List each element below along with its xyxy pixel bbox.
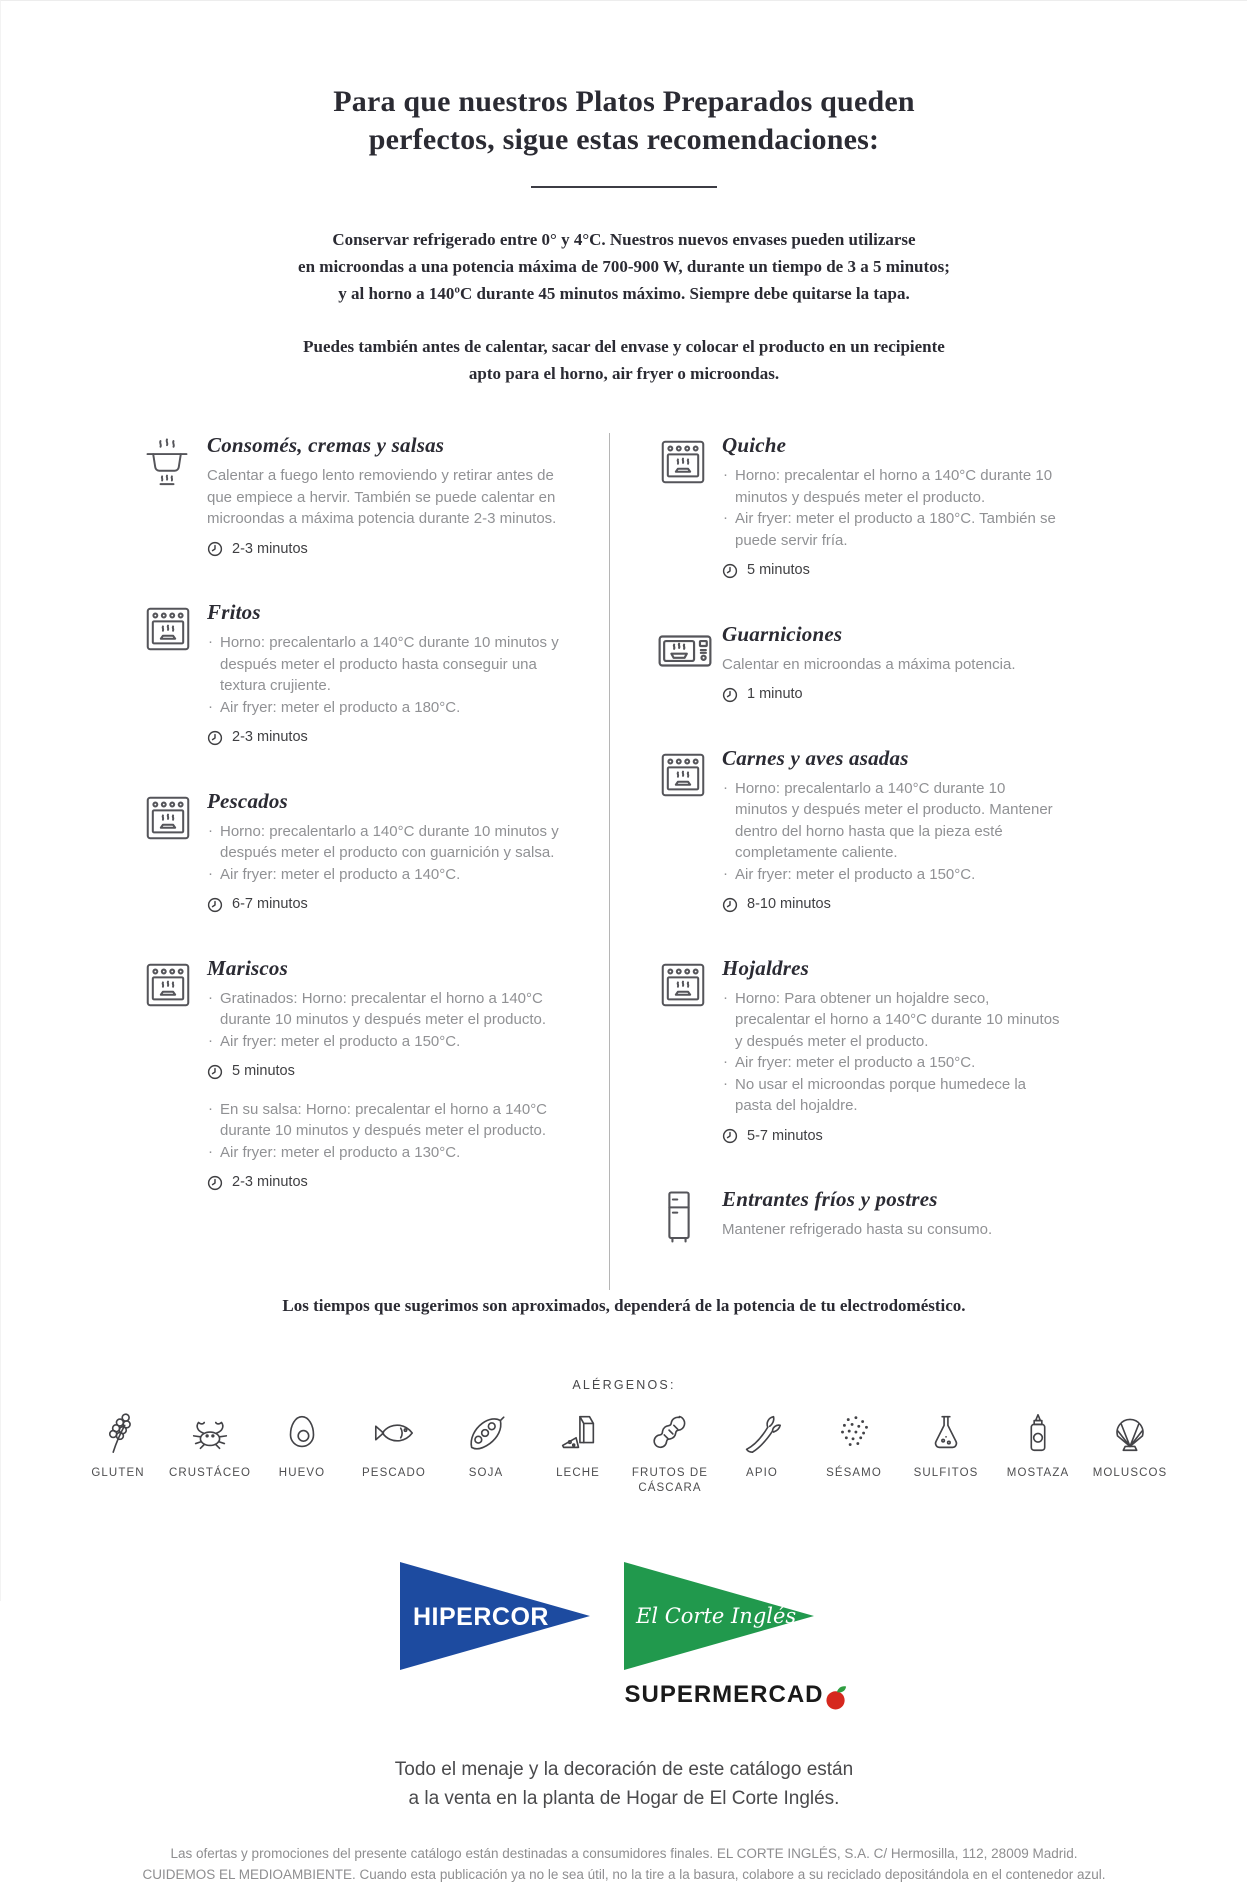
section-body xyxy=(207,465,579,560)
frutos-de-cascara-icon xyxy=(647,1410,693,1456)
section-icon-wrap xyxy=(141,956,207,1194)
section-body xyxy=(722,465,1062,582)
allergens-row xyxy=(1,1410,1247,1496)
title-divider xyxy=(531,186,717,188)
el-corte-ingles-logo xyxy=(624,1560,814,1672)
instruction-line: · Horno: precalentarlo a 140°C durante 10 minutos y después meter el producto con guarnición y salsa. xyxy=(207,821,579,864)
allergen-item xyxy=(167,1410,253,1481)
sulfitos-icon xyxy=(923,1410,969,1456)
instruction-block xyxy=(207,988,579,1083)
clock-icon xyxy=(722,1128,738,1144)
pot-icon xyxy=(141,435,193,491)
section-title: Entrantes fríos y postres xyxy=(722,1187,938,1211)
instruction-block xyxy=(722,778,1062,916)
allergen-item xyxy=(443,1410,529,1481)
instruction-line: · No usar el microondas porque humedece la pasta del hojaldre. xyxy=(722,1074,1062,1117)
time-row xyxy=(722,1126,1062,1148)
fridge-icon xyxy=(658,1189,700,1245)
allergens-label: ALÉRGENOS: xyxy=(572,1378,676,1392)
allergen-item xyxy=(75,1410,161,1481)
allergen-label: CRUSTÁCEO xyxy=(168,1467,252,1479)
section-content xyxy=(207,789,579,916)
section-title: Hojaldres xyxy=(722,955,809,980)
section-icon-wrap xyxy=(141,600,207,749)
time-row xyxy=(207,894,579,916)
instruction-block xyxy=(722,654,1015,706)
menaje-line-1: Todo el menaje y la decoración de este catálogo están xyxy=(394,1759,854,1780)
intro1-line-2: en microondas a una potencia máxima de 700-900 W, durante un tiempo de 3 a 5 minutos; xyxy=(298,257,950,276)
hipercor-logo xyxy=(400,1560,590,1672)
allergen-item xyxy=(1087,1410,1173,1481)
section-content xyxy=(207,956,579,1194)
instruction-line: · Air fryer: meter el producto a 150°C. xyxy=(722,1052,1062,1074)
allergen-label: SÉSAMO xyxy=(826,1467,882,1479)
intro-paragraph-2 xyxy=(1,333,1247,387)
intro2-line-2: apto para el horno, air fryer o microondas. xyxy=(468,364,780,383)
legal-fine-print xyxy=(1,1843,1247,1885)
instruction-line: · Air fryer: meter el producto a 180°C. xyxy=(207,697,579,719)
allergen-label: LECHE xyxy=(556,1467,600,1479)
title-line-1: Para que nuestros Platos Preparados queden xyxy=(333,85,915,118)
allergen-label: MOSTAZA xyxy=(1006,1467,1070,1479)
allergen-label: HUEVO xyxy=(278,1467,326,1479)
legal-line-2: CUIDEMOS EL MEDIOAMBIENTE. Cuando esta publicación ya no le sea útil, no la tire a la basura, colabore a su reciclado depositándola en el contenedor azul. xyxy=(142,1867,1106,1882)
apple-o-icon xyxy=(825,1683,848,1711)
oven-icon xyxy=(141,602,195,656)
instruction-line: · Air fryer: meter el producto a 150°C. xyxy=(207,1031,579,1053)
section-icon-wrap xyxy=(656,746,722,916)
time-value: 2-3 minutos xyxy=(232,1174,308,1190)
section-body xyxy=(207,988,579,1194)
clock-icon xyxy=(207,897,223,913)
time-value: 6-7 minutos xyxy=(232,896,308,912)
time-row xyxy=(207,727,579,749)
section-title: Pescados xyxy=(207,788,288,813)
instruction-block xyxy=(722,1219,992,1241)
section-title: Quiche xyxy=(722,433,787,457)
section-body xyxy=(722,1219,992,1241)
el-corte-ingles-wordmark: El Corte Inglés xyxy=(636,1604,797,1628)
instruction-line: · Gratinados: Horno: precalentar el horno a 140°C durante 10 minutos y después meter el producto. xyxy=(207,988,579,1031)
hipercor-wordmark: HIPERCOR xyxy=(413,1603,550,1631)
allergen-item xyxy=(811,1410,897,1481)
section-body xyxy=(722,778,1062,916)
section-content xyxy=(722,1187,992,1250)
recommendation-section xyxy=(141,600,609,749)
huevo-icon xyxy=(279,1410,325,1456)
section-content xyxy=(722,746,1062,916)
el-corte-ingles-block xyxy=(624,1560,847,1709)
title-line-2: perfectos, sigue estas recomendaciones: xyxy=(368,123,880,156)
instruction-line: · En su salsa: Horno: precalentar el horno a 140°C durante 10 minutos y después meter el producto. xyxy=(207,1099,579,1142)
instruction-line: · Horno: precalentarlo a 140°C durante 10 minutos y después meter el producto hasta conseguir una textura crujiente. xyxy=(207,632,579,697)
intro-paragraph-1 xyxy=(1,226,1247,307)
time-value: 5 minutos xyxy=(232,1063,295,1079)
times-note: Los tiempos que sugerimos son aproximados, dependerá de la potencia de tu electrodoméstico. xyxy=(282,1296,966,1315)
instruction-line: · Air fryer: meter el producto a 130°C. xyxy=(207,1142,579,1164)
recommendation-section xyxy=(141,956,609,1194)
allergen-label: MOLUSCOS xyxy=(1092,1467,1168,1479)
section-title: Mariscos xyxy=(207,955,288,980)
recommendation-section xyxy=(656,956,1141,1148)
instruction-block xyxy=(207,821,579,916)
allergen-item xyxy=(903,1410,989,1481)
section-body xyxy=(207,821,579,916)
right-column xyxy=(610,433,1141,1290)
soja-icon xyxy=(463,1410,509,1456)
recommendations-columns xyxy=(141,433,1141,1290)
instruction-line: · Horno: precalentar el horno a 140°C durante 10 minutos y después meter el producto. xyxy=(722,465,1062,508)
time-row xyxy=(207,1061,579,1083)
oven-icon xyxy=(656,435,710,489)
recommendation-section xyxy=(656,433,1141,582)
section-icon-wrap xyxy=(656,956,722,1148)
crustaceo-icon xyxy=(187,1410,233,1456)
time-value: 8-10 minutos xyxy=(747,896,831,912)
allergen-item xyxy=(351,1410,437,1481)
mostaza-icon xyxy=(1015,1410,1061,1456)
intro1-line-3: y al horno a 140ºC durante 45 minutos máximo. Siempre debe quitarse la tapa. xyxy=(338,284,910,303)
section-title: Carnes y aves asadas xyxy=(722,745,909,770)
menaje-line-2: a la venta en la planta de Hogar de El Corte Inglés. xyxy=(408,1788,840,1809)
allergen-label: APIO xyxy=(746,1467,778,1479)
section-content xyxy=(722,622,1015,706)
oven-icon xyxy=(141,791,195,845)
clock-icon xyxy=(722,687,738,703)
recommendation-section xyxy=(141,433,609,560)
time-value: 2-3 minutos xyxy=(232,729,308,745)
time-row xyxy=(207,1172,579,1194)
instruction-line: · Air fryer: meter el producto a 180°C. También se puede servir fría. xyxy=(722,508,1062,551)
time-row xyxy=(722,684,1015,706)
time-row xyxy=(722,560,1062,582)
clock-icon xyxy=(207,1064,223,1080)
left-column xyxy=(141,433,609,1290)
section-icon-wrap xyxy=(656,622,722,706)
section-body xyxy=(722,988,1062,1148)
section-icon-wrap xyxy=(141,433,207,560)
intro2-line-1: Puedes también antes de calentar, sacar del envase y colocar el producto en un recipiente xyxy=(303,337,945,356)
allergen-item xyxy=(259,1410,345,1481)
allergen-label: GLUTEN xyxy=(91,1467,145,1479)
instruction-block xyxy=(207,1099,579,1194)
time-value: 5 minutos xyxy=(747,562,810,578)
supermercado-text: SUPERMERCAD xyxy=(624,1681,824,1708)
section-body xyxy=(207,632,579,749)
time-row xyxy=(207,539,579,561)
leche-icon xyxy=(555,1410,601,1456)
section-body xyxy=(722,654,1015,706)
section-title: Fritos xyxy=(207,600,261,624)
time-value: 2-3 minutos xyxy=(232,540,308,557)
moluscos-icon xyxy=(1107,1410,1153,1456)
allergen-item xyxy=(627,1410,713,1496)
instruction-block xyxy=(207,465,579,560)
gluten-icon xyxy=(95,1410,141,1456)
instruction-line: · Horno: Para obtener un hojaldre seco, precalentar el horno a 140°C durante 10 minutos y después meter el producto. xyxy=(722,988,1062,1053)
section-icon-wrap xyxy=(656,433,722,582)
sesamo-icon xyxy=(831,1410,877,1456)
section-content xyxy=(722,433,1062,582)
instruction-line: Calentar a fuego lento removiendo y retirar antes de que empiece a hervir. También se puede calentar en microondas a máxima potencia durante 2-3 minutos. xyxy=(207,467,557,527)
section-icon-wrap xyxy=(141,789,207,916)
allergen-label: PESCADO xyxy=(362,1467,426,1479)
section-content xyxy=(207,600,579,749)
time-value: 1 minuto xyxy=(747,686,803,702)
brand-logos xyxy=(1,1560,1247,1709)
menaje-note xyxy=(1,1755,1247,1813)
clock-icon xyxy=(722,897,738,913)
time-value: 5-7 minutos xyxy=(747,1127,823,1144)
intro1-line-1: Conservar refrigerado entre 0° y 4°C. Nuestros nuevos envases pueden utilizarse xyxy=(332,230,916,249)
recommendation-section xyxy=(656,622,1141,706)
pescado-icon xyxy=(371,1410,417,1456)
instruction-line: Calentar en microondas a máxima potencia. xyxy=(722,655,1016,673)
oven-icon xyxy=(141,958,195,1012)
legal-line-1: Las ofertas y promociones del presente catálogo están destinadas a consumidores finales. EL CORTE INGLÉS, S.A. C/ Hermosilla, 112, 28009 Madrid. xyxy=(170,1846,1078,1861)
time-row xyxy=(722,894,1062,916)
instruction-block xyxy=(722,465,1062,582)
oven-icon xyxy=(656,748,710,802)
oven-icon xyxy=(656,958,710,1012)
microwave-icon xyxy=(656,629,714,673)
clock-icon xyxy=(722,563,738,579)
instruction-block xyxy=(207,632,579,749)
instruction-line: · Horno: precalentarlo a 140°C durante 10 minutos y después meter el producto. Mantener dentro del horno hasta que la pieza esté completamente caliente. xyxy=(722,778,1062,864)
instruction-line: · Air fryer: meter el producto a 150°C. xyxy=(722,864,1062,886)
clock-icon xyxy=(207,541,223,557)
instruction-line: · Air fryer: meter el producto a 140°C. xyxy=(207,864,579,886)
apio-icon xyxy=(739,1410,785,1456)
supermercado-wordmark xyxy=(624,1681,847,1709)
page-title xyxy=(1,1,1247,159)
allergen-item xyxy=(535,1410,621,1481)
section-content xyxy=(722,956,1062,1148)
section-icon-wrap xyxy=(656,1187,722,1250)
allergen-label: SULFITOS xyxy=(913,1467,979,1479)
allergen-item xyxy=(719,1410,805,1481)
clock-icon xyxy=(207,1175,223,1191)
recommendation-section xyxy=(656,746,1141,916)
allergen-label: FRUTOS DE CÁSCARA xyxy=(631,1467,709,1494)
section-content xyxy=(207,433,579,560)
instruction-block xyxy=(722,988,1062,1148)
section-title: Guarniciones xyxy=(722,621,843,646)
allergen-label: SOJA xyxy=(468,1467,504,1479)
clock-icon xyxy=(207,730,223,746)
allergen-item xyxy=(995,1410,1081,1481)
instruction-line: Mantener refrigerado hasta su consumo. xyxy=(722,1221,993,1238)
recommendation-section xyxy=(141,789,609,916)
section-title: Consomés, cremas y salsas xyxy=(207,433,445,457)
recommendation-section xyxy=(656,1187,1141,1250)
